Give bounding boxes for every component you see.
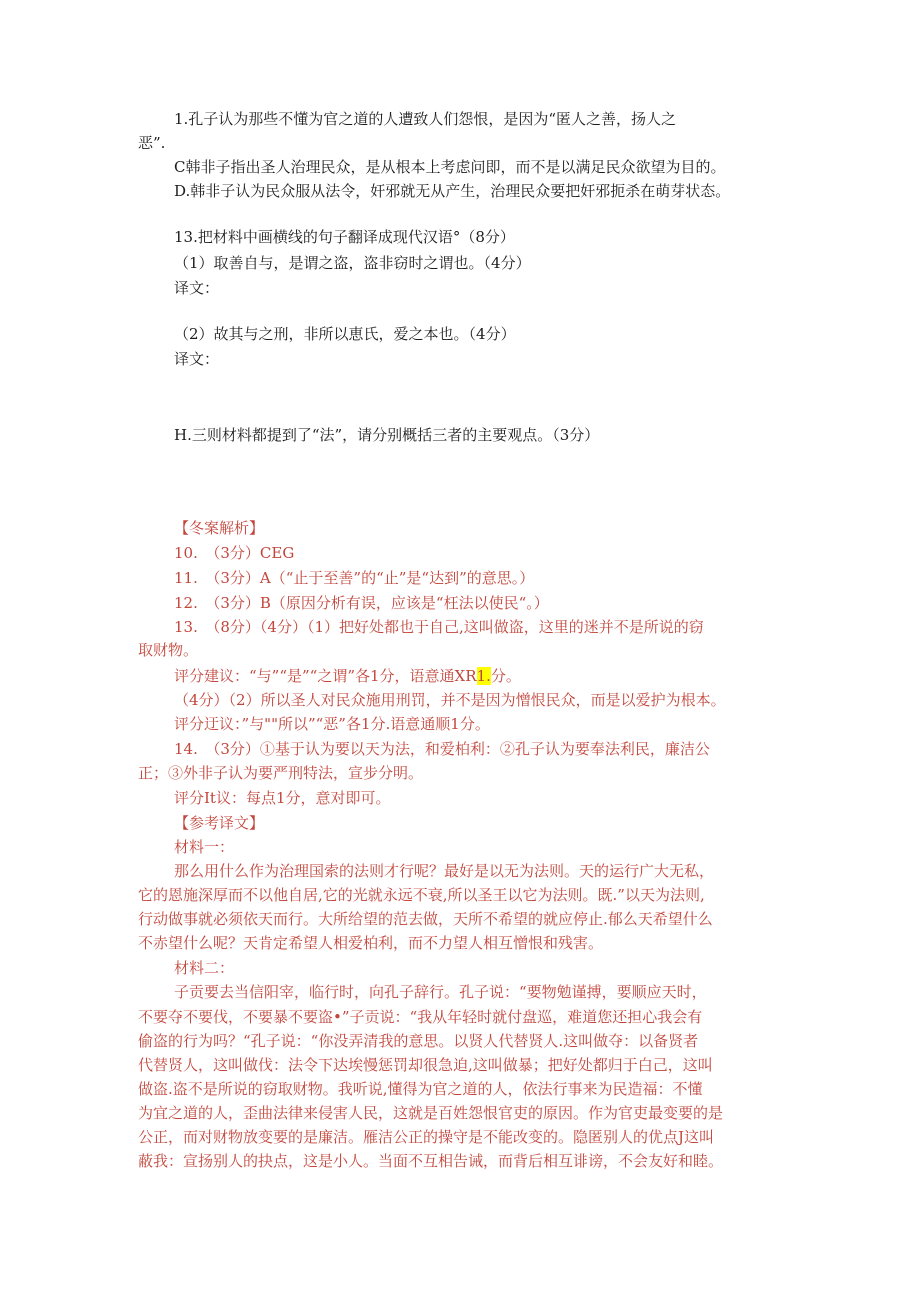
question-13-part-2-translation-label: 译文： <box>174 350 220 368</box>
question-13-part-1-translation-label: 译文： <box>174 279 220 297</box>
material-2-line-8: 蔽我：宣扬别人的抉点，这是小人。当面不互相告诫，而背后相互诽谤，不会友好和睦。 <box>138 1152 724 1170</box>
answer-13-scoring-1 <box>174 666 521 686</box>
answer-13-part-2: （4分）（2）所以圣人对民众施用刑罚，并不是因为憎恨民众，而是以爱护为根本。 <box>174 691 726 709</box>
material-2-line-3: 偷盗的行为吗？“孔子说：“你没弄清我的意思。以贤人代替贤人.这叫做夺：以备贤者 <box>138 1032 699 1050</box>
answer-14-line-2: 正；③外非子认为要严刑特法，宣步分明。 <box>138 764 424 782</box>
answer-10: 10. （3分）CEG <box>174 544 295 562</box>
translation-header: 【参考译文】 <box>174 814 265 832</box>
material-1-label: 材料一： <box>174 838 235 856</box>
material-2-label: 材料二： <box>174 959 235 977</box>
answer-13-line-2: 取财物。 <box>138 641 199 659</box>
answer-header: 【冬案解析】 <box>174 519 265 537</box>
scoring-1-text: 评分建议：“与”“是”“之谓”各1分，语意通XR <box>174 667 477 685</box>
material-1-line-1: 那么用什么作为治理国索的法则才行呢？最好是以无为法则。天的运行广大无私， <box>174 862 715 880</box>
question-12-option-b-cont: 恶”. <box>138 134 166 152</box>
material-1-line-4: 不赤望什么呢？天肯定希望人相爱柏利，而不力望人相互憎恨和残害。 <box>138 934 604 952</box>
answer-13-scoring-2: 评分迂议：”与""所以”“恶”各1分.语意通顺1分。 <box>174 715 490 733</box>
material-2-line-4: 代替贤人，这叫做伐：法令下达埃慢惩罚却很急迫,这叫做暴；把好处都归于白己，这叫 <box>138 1056 713 1074</box>
question-12-option-d: D.韩非子认为民众服从法令，奸邪就无从产生，治理民众要把奸邪扼杀在萌芽状态。 <box>174 182 731 200</box>
material-2-line-5: 做盗.盗不是所说的窃取财物。我听说,懂得为官之道的人，依法行事来为民造福：不懂 <box>138 1080 703 1098</box>
material-2-line-2: 不要夺不要伐，不要暴不要盗•”子贡说：“我从年轻时就付盘巡，难道您还担心我会有 <box>138 1008 703 1026</box>
material-1-line-3: 行动做事就必须依天而行。大所给望的范去做，天所不希望的就应停止.郁么天希望什么 <box>138 910 713 928</box>
material-2-line-1: 子贡要去当信阳宰，临行时，向孔子辞行。孔子说：“要物勉谨搏，要顺应天时， <box>174 983 707 1001</box>
question-14: H.三则材料都提到了“法”，请分别概括三者的主要观点。（3分） <box>174 426 600 444</box>
question-12-option-b: 1.孔子认为那些不懂为官之道的人遭致人们怨恨，是因为“匿人之善，扬人之 <box>174 110 676 128</box>
scoring-1-suffix: 分。 <box>490 667 521 685</box>
answer-11: 11. （3分）A（“止于至善”的“止”是“达到”的意思。） <box>174 569 535 587</box>
material-2-line-6: 为宜之道的人，歪曲法律来侵害人民，这就是百姓怨恨官吏的原因。作为官吏最变要的是 <box>138 1104 724 1122</box>
question-13-title: 13.把材料中画横线的句子翻译成现代汉语°（8分） <box>174 228 515 246</box>
question-13-part-1: （1）取善自与，是谓之盗，盗非窃时之谓也。（4分） <box>174 254 531 272</box>
answer-12: 12. （3分）B（原因分析有误，应该是“枉法以使民“。） <box>174 594 549 612</box>
material-2-line-7: 公正，而对财物放变要的是廉洁。雁洁公正的操守是不能改变的。隐匿别人的优点J这叫 <box>138 1128 715 1146</box>
scoring-1-highlight: 1. <box>476 667 491 685</box>
answer-14-scoring: 评分It议：每点1分，意对即可。 <box>174 789 391 807</box>
question-12-option-c: C韩非子指出圣人治理民众，是从根本上考虑问即，而不是以满足民众欲望为目的。 <box>174 158 726 176</box>
question-13-part-2: （2）故其与之刑，非所以恵氏，爱之本也。（4分） <box>174 325 516 343</box>
answer-13-line-1: 13. （8分）（4分）（1）把好处都也于自己,这叫做盗，这里的迷并不是所说的窃 <box>174 618 704 636</box>
answer-14-line-1: 14. （3分）①基于认为要以天为法，和爱柏利：②孔子认为要奉法利民，廉洁公 <box>174 740 710 758</box>
material-1-line-2: 它的恩施深厚而不以他自居,它的光就永远不衰,所以圣王以它为法则。既.”以天为法则, <box>138 886 705 904</box>
